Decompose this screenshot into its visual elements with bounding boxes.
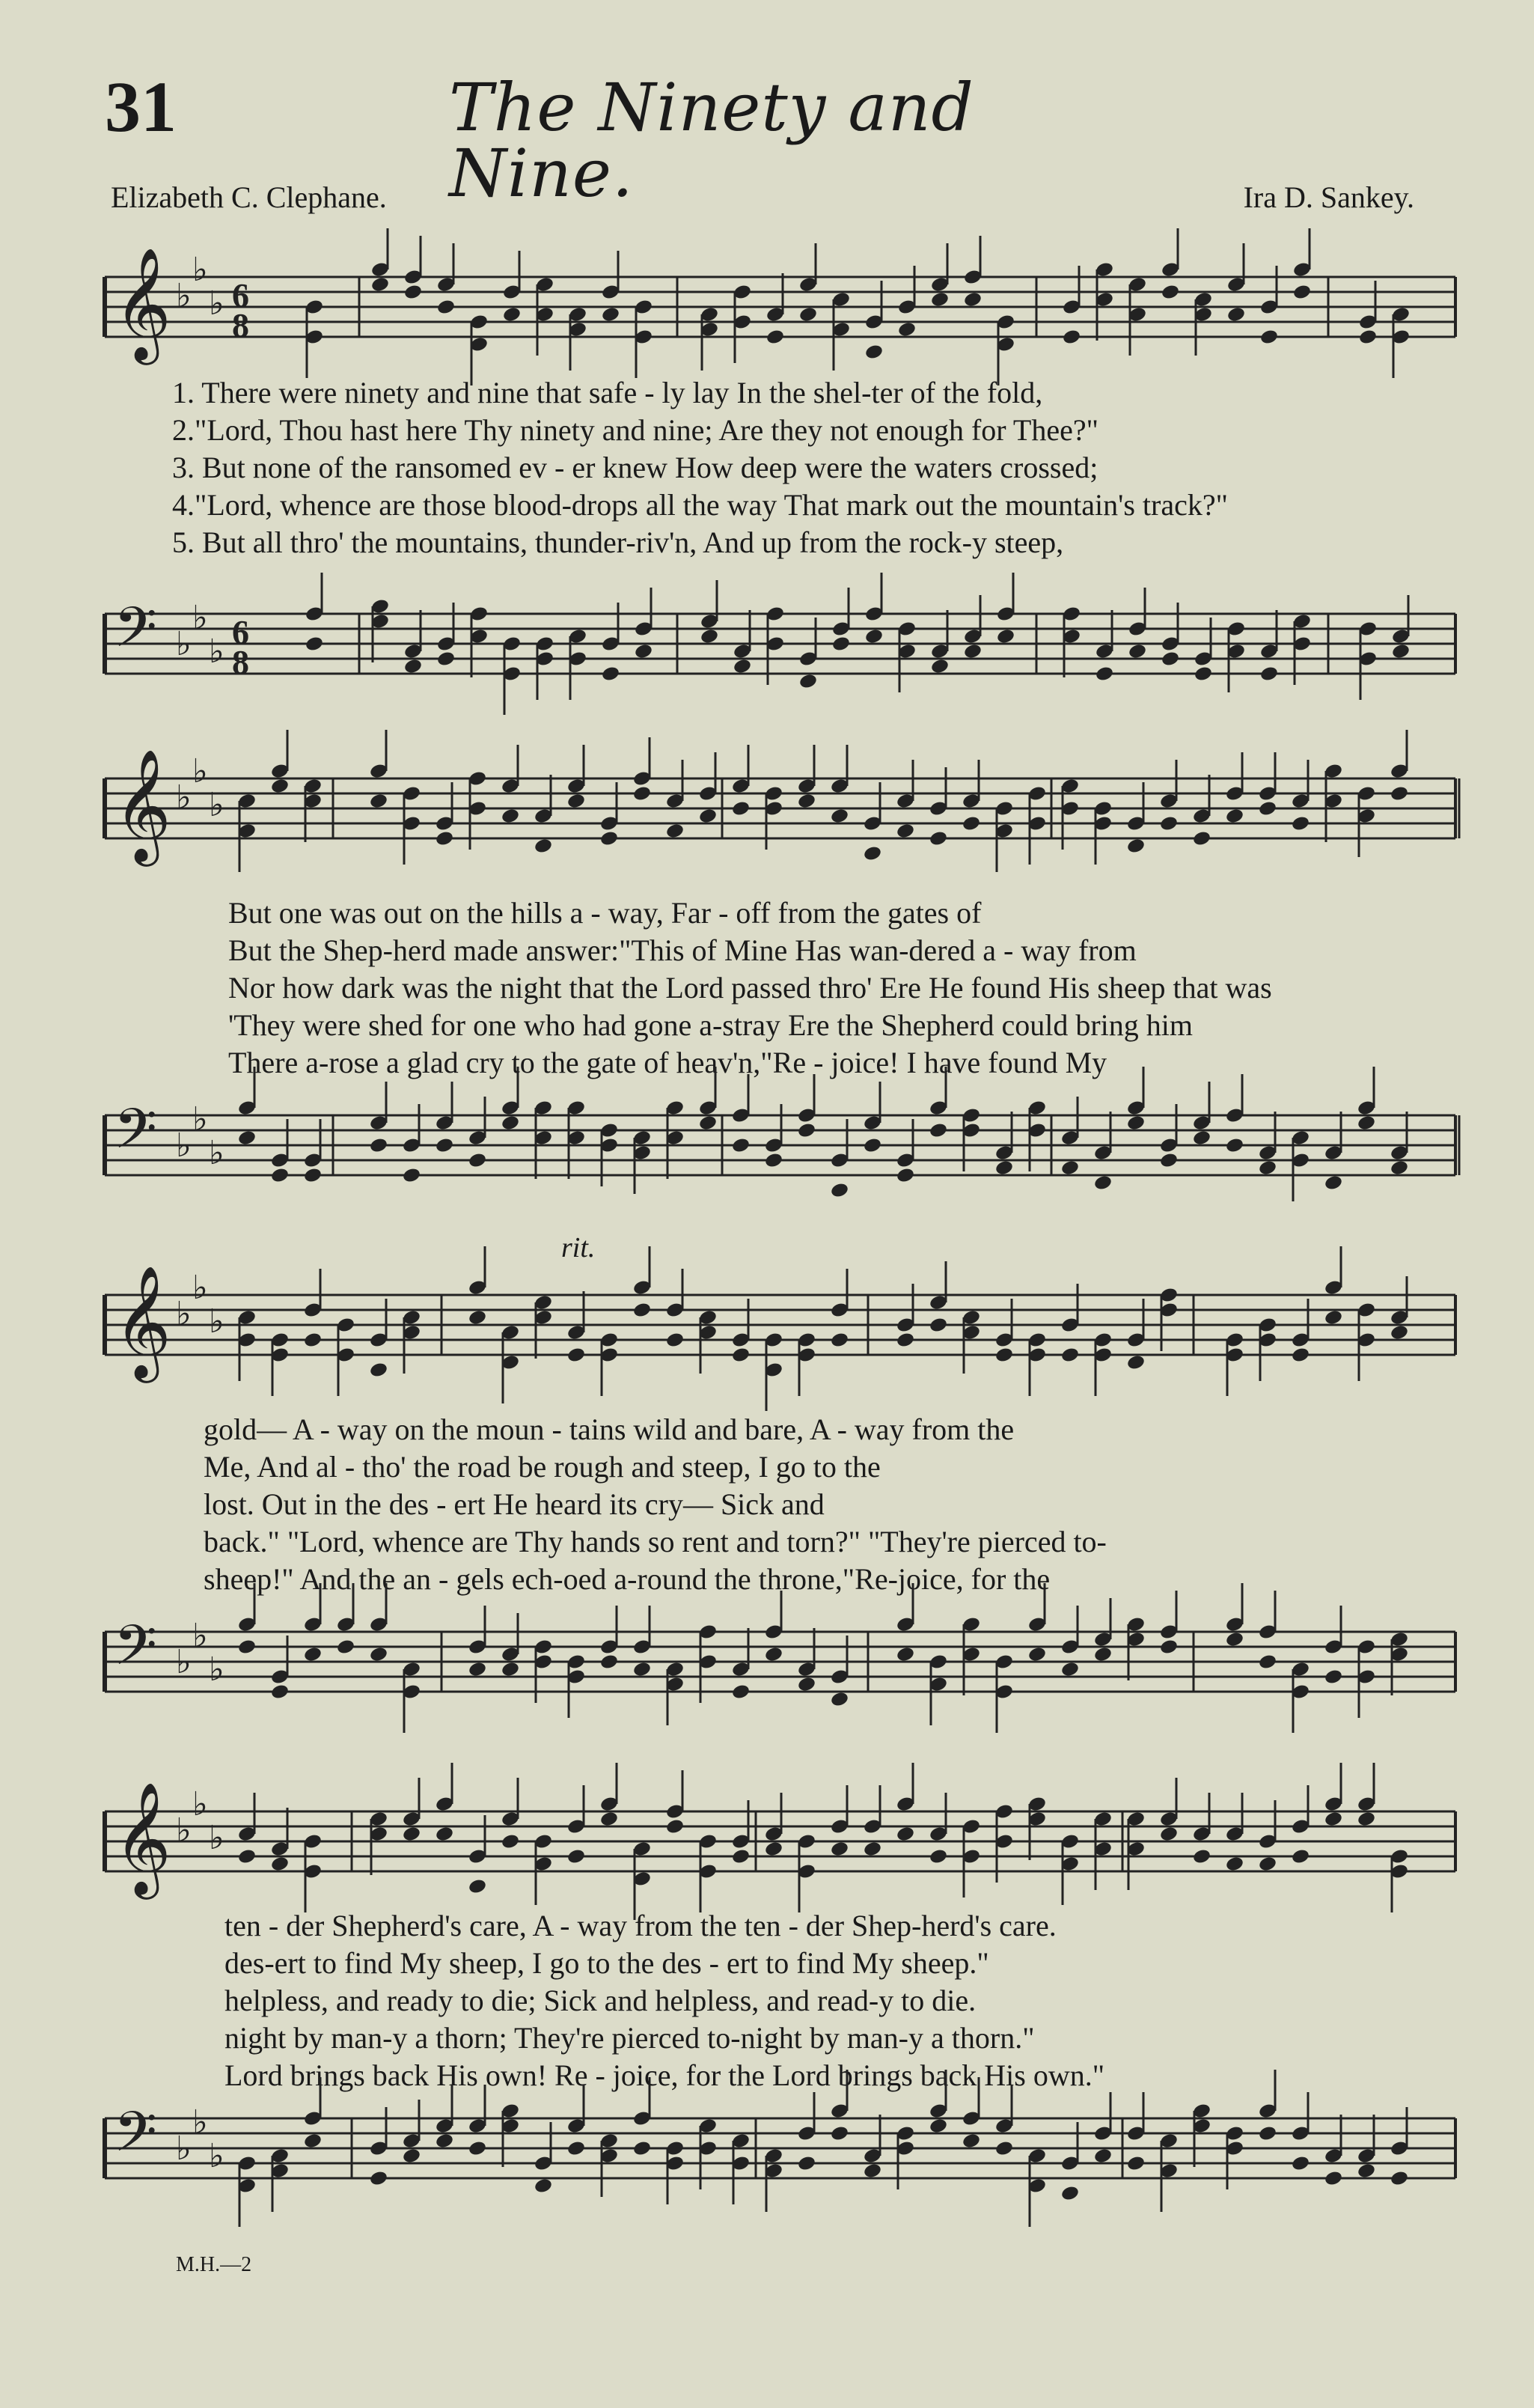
note-head xyxy=(1062,329,1081,346)
note-head xyxy=(830,808,849,825)
note-head xyxy=(864,628,884,645)
note-head xyxy=(830,2125,849,2142)
note-head xyxy=(994,2140,1014,2157)
flat-icon: ♭ xyxy=(192,2103,208,2142)
flat-icon: ♭ xyxy=(176,1643,192,1681)
lyric-line: Me, And al - tho' the road be rough and steep, I go to the xyxy=(204,1450,881,1484)
lyric-line: But one was out on the hills a - way, Far - off from the gates of xyxy=(228,896,982,930)
note-head xyxy=(632,1661,652,1678)
note-head xyxy=(994,1159,1014,1177)
hymn-title: The Ninety and Nine. xyxy=(449,69,974,212)
note-head xyxy=(1161,650,1180,668)
note-head xyxy=(632,1302,652,1319)
note-head xyxy=(501,1661,520,1678)
note-head xyxy=(1225,1856,1244,1873)
flat-icon: ♭ xyxy=(209,633,224,671)
note-head xyxy=(733,658,752,675)
flat-icon: ♭ xyxy=(209,284,224,323)
flat-icon: ♭ xyxy=(176,1295,192,1333)
note-head xyxy=(665,1818,685,1835)
note-head xyxy=(1095,665,1114,683)
note-head xyxy=(1126,838,1146,855)
treble-staff-2 xyxy=(0,748,1534,876)
note-head xyxy=(1258,1856,1277,1873)
note-head xyxy=(468,1661,487,1678)
lyric-line: 'They were shed for one who had gone a-stray Ere the Shepherd could bring him xyxy=(228,1008,1194,1042)
note-head xyxy=(599,830,619,847)
lyric-line: 3. But none of the ransomed ev - er knew How deep were the waters crossed; xyxy=(172,451,1098,484)
note-head xyxy=(1258,800,1277,817)
note-head xyxy=(930,658,950,675)
bass-staff-2 xyxy=(0,1093,1534,1228)
note-head xyxy=(963,643,983,660)
note-head xyxy=(1225,1631,1244,1648)
note-head xyxy=(1390,2170,1409,2187)
note-head xyxy=(402,2148,421,2165)
note-head xyxy=(501,808,520,825)
note-head xyxy=(1225,1137,1244,1154)
lyrics-system-2 xyxy=(228,894,1534,1082)
note-head xyxy=(929,1848,948,1865)
lyric-line: 2."Lord, Thou hast here Thy ninety and nine; Are they not enough for Thee?" xyxy=(172,413,1098,447)
note-head xyxy=(436,650,456,668)
note-head xyxy=(1194,665,1213,683)
note-head xyxy=(237,1848,257,1865)
note-head xyxy=(830,1182,849,1199)
note-head xyxy=(370,276,390,293)
note-head xyxy=(864,344,884,361)
note-head xyxy=(1324,2170,1343,2187)
note-head xyxy=(303,1167,323,1184)
note-head xyxy=(1259,329,1279,346)
note-head xyxy=(369,1137,388,1154)
note-head xyxy=(766,329,785,346)
note-head xyxy=(1258,1159,1277,1177)
note-head xyxy=(863,1137,882,1154)
note-head xyxy=(501,1833,520,1850)
note-head xyxy=(798,306,818,323)
author-credit: Elizabeth C. Clephane. xyxy=(111,180,387,214)
note-head xyxy=(599,1811,619,1828)
note-head xyxy=(994,1347,1014,1364)
note-head xyxy=(1258,2125,1277,2142)
note-head xyxy=(700,628,719,645)
note-head xyxy=(1060,1159,1080,1177)
note-head xyxy=(634,643,653,660)
note-head xyxy=(863,2162,882,2180)
note-head xyxy=(468,1309,487,1326)
flat-icon: ♭ xyxy=(209,786,224,824)
flat-icon: ♭ xyxy=(209,1819,224,1857)
note-head xyxy=(502,306,522,323)
note-head xyxy=(403,658,423,675)
treble-staff-3 xyxy=(0,1264,1534,1392)
lyric-line: There a-rose a glad cry to the gate of heav'n,"Re - joice! I have found My xyxy=(228,1046,1107,1079)
note-head xyxy=(1060,1661,1080,1678)
note-head xyxy=(1390,1324,1409,1341)
note-head xyxy=(1259,665,1279,683)
note-head xyxy=(1390,785,1409,802)
note-head xyxy=(996,628,1015,645)
note-head xyxy=(896,1826,915,1843)
note-head xyxy=(501,1115,520,1132)
lyric-line: lost. Out in the des - ert He heard its cry— Sick and xyxy=(204,1487,825,1521)
flat-icon: ♭ xyxy=(192,1269,208,1307)
note-head xyxy=(1357,1811,1376,1828)
flat-icon: ♭ xyxy=(192,752,208,790)
note-head xyxy=(698,808,718,825)
note-head xyxy=(863,1841,882,1858)
note-head xyxy=(534,2177,553,2195)
flat-icon: ♭ xyxy=(176,1127,192,1165)
note-head xyxy=(270,1683,290,1701)
note-head xyxy=(1192,1848,1211,1865)
flat-icon: ♭ xyxy=(192,251,208,289)
note-head xyxy=(930,291,950,308)
note-head xyxy=(1161,284,1180,301)
note-head xyxy=(468,1152,487,1169)
note-head xyxy=(929,1122,948,1139)
lyric-line: helpless, and ready to die; Sick and helpless, and read-y to die. xyxy=(224,1984,977,2017)
note-head xyxy=(1225,808,1244,825)
lyrics-system-1 xyxy=(172,374,1504,561)
note-head xyxy=(566,793,586,810)
flat-icon: ♭ xyxy=(176,2130,192,2168)
lyric-line: 1. There were ninety and nine that safe - ly lay In the shel-ter of the fold, xyxy=(172,376,1043,409)
note-head xyxy=(963,291,983,308)
note-head xyxy=(336,1639,355,1656)
lyric-line: Nor how dark was the night that the Lord passed thro' Ere He found His sheep that was xyxy=(228,971,1272,1005)
note-head xyxy=(698,1115,718,1132)
flat-icon: ♭ xyxy=(192,1100,208,1139)
note-head xyxy=(764,1646,783,1663)
lyric-line: des-ert to find My sheep, I go to the des - ert to find My sheep." xyxy=(224,1946,989,1980)
note-head xyxy=(369,1362,388,1379)
note-head xyxy=(534,838,553,855)
note-head xyxy=(601,306,620,323)
lyric-line: But the Shep-herd made answer:"This of Mine Has wan-dered a - way from xyxy=(228,933,1137,967)
note-head xyxy=(798,673,818,690)
lyric-line: night by man-y a thorn; They're pierced to-night by man-y a thorn." xyxy=(224,2021,1035,2055)
note-head xyxy=(436,299,456,316)
note-head xyxy=(797,1122,816,1139)
lyric-line: gold— A - way on the moun - tains wild and bare, A - way from the xyxy=(204,1412,1015,1446)
note-head xyxy=(731,1137,751,1154)
note-head xyxy=(731,800,751,817)
note-head xyxy=(1390,1159,1409,1177)
note-head xyxy=(830,1332,849,1349)
note-head xyxy=(305,635,324,653)
note-head xyxy=(1159,1152,1179,1169)
note-head xyxy=(270,778,290,795)
note-head xyxy=(929,2118,948,2135)
note-head xyxy=(1093,1646,1113,1663)
note-head xyxy=(1324,1174,1343,1192)
bass-staff-4 xyxy=(0,2096,1534,2231)
note-head xyxy=(1291,815,1310,832)
note-head xyxy=(601,665,620,683)
note-head xyxy=(797,2155,816,2172)
time-signature-bottom: 8 xyxy=(232,643,249,681)
bass-staff-1 xyxy=(0,591,1534,726)
note-head xyxy=(731,1347,751,1364)
note-head xyxy=(303,2133,323,2150)
note-head xyxy=(1159,815,1179,832)
lyric-line: sheep!" And the an - gels ech-oed a-round the throne,"Re-joice, for the xyxy=(204,1562,1051,1596)
note-head xyxy=(1126,2155,1146,2172)
note-head xyxy=(237,1639,257,1656)
note-head xyxy=(403,284,423,301)
flat-icon: ♭ xyxy=(209,2137,224,2175)
note-head xyxy=(632,2140,652,2157)
note-head xyxy=(435,2133,454,2150)
treble-staff-1 xyxy=(0,246,1534,374)
treble-clef-icon: 𝄞 xyxy=(114,748,171,862)
note-head xyxy=(1391,643,1411,660)
lyric-line: 5. But all thro' the mountains, thunder-riv'n, And up from the rock-y steep, xyxy=(172,525,1064,559)
note-head xyxy=(1192,1130,1211,1147)
flat-icon: ♭ xyxy=(192,599,208,637)
note-head xyxy=(1159,1826,1179,1843)
flat-icon: ♭ xyxy=(209,1134,224,1172)
flat-icon: ♭ xyxy=(209,1302,224,1341)
note-head xyxy=(468,1878,487,1895)
ritardando-mark: rit. xyxy=(561,1232,596,1264)
note-head xyxy=(566,1848,586,1865)
treble-clef-icon: 𝄞 xyxy=(114,246,171,360)
note-head xyxy=(1357,2162,1376,2180)
note-head xyxy=(896,1167,915,1184)
treble-staff-4 xyxy=(0,1781,1534,1909)
lyrics-system-4 xyxy=(224,1907,1534,2094)
note-head xyxy=(896,823,915,840)
note-head xyxy=(1292,284,1312,301)
note-head xyxy=(962,2133,981,2150)
note-head xyxy=(1291,1347,1310,1364)
note-head xyxy=(1027,1646,1047,1663)
note-head xyxy=(435,830,454,847)
note-head xyxy=(1128,643,1147,660)
lyric-line: back." "Lord, whence are Thy hands so rent and torn?" "They're pierced to- xyxy=(204,1525,1107,1558)
time-signature-top: 6 xyxy=(232,276,249,314)
note-head xyxy=(665,823,685,840)
bass-clef-icon: 𝄢 xyxy=(114,1097,157,1175)
note-head xyxy=(665,1332,685,1349)
flat-icon: ♭ xyxy=(192,1617,208,1655)
note-head xyxy=(962,815,981,832)
bass-clef-icon: 𝄢 xyxy=(114,595,157,674)
lyrics-system-3 xyxy=(204,1411,1534,1598)
flat-icon: ♭ xyxy=(192,1785,208,1823)
note-head xyxy=(731,1683,751,1701)
note-head xyxy=(896,1646,915,1663)
note-head xyxy=(1126,1115,1146,1132)
note-head xyxy=(896,1332,915,1349)
note-head xyxy=(369,793,388,810)
lyric-line: 4."Lord, whence are those blood-drops all the way That mark out the mountain's track?" xyxy=(172,488,1228,522)
note-head xyxy=(369,2170,388,2187)
flat-icon: ♭ xyxy=(176,778,192,817)
note-head xyxy=(1291,2155,1310,2172)
lyric-line: Lord brings back His own! Re - joice, for the Lord brings back His own." xyxy=(224,2058,1105,2092)
note-head xyxy=(797,1676,816,1693)
note-head xyxy=(1192,830,1211,847)
treble-clef-icon: 𝄞 xyxy=(114,1781,171,1895)
note-head xyxy=(1226,306,1246,323)
note-head xyxy=(402,1167,421,1184)
note-head xyxy=(1324,1811,1343,1828)
note-head xyxy=(435,1826,454,1843)
note-head xyxy=(1324,1668,1343,1686)
note-head xyxy=(764,1841,783,1858)
note-head xyxy=(797,793,816,810)
page-footer: M.H.—2 xyxy=(176,2253,252,2276)
note-head xyxy=(1357,1115,1376,1132)
note-head xyxy=(1126,1354,1146,1371)
note-head xyxy=(270,1856,290,1873)
note-head xyxy=(929,830,948,847)
note-head xyxy=(468,2140,487,2157)
note-head xyxy=(1291,1848,1310,1865)
composer-credit: Ira D. Sankey. xyxy=(1243,180,1414,214)
flat-icon: ♭ xyxy=(209,1650,224,1689)
note-head xyxy=(270,1167,290,1184)
note-head xyxy=(831,635,851,653)
note-head xyxy=(929,1317,948,1334)
note-head xyxy=(303,1646,323,1663)
note-head xyxy=(764,1152,783,1169)
time-signature-bottom: 8 xyxy=(232,306,249,344)
bass-clef-icon: 𝄢 xyxy=(114,1613,157,1692)
treble-clef-icon: 𝄞 xyxy=(114,1264,171,1378)
flat-icon: ♭ xyxy=(176,277,192,315)
note-head xyxy=(1358,329,1378,346)
lyric-line: ten - der Shepherd's care, A - way from the ten - der Shep-herd's care. xyxy=(224,1909,1057,1942)
note-head xyxy=(402,1826,421,1843)
note-head xyxy=(731,1848,751,1865)
flat-icon: ♭ xyxy=(176,625,192,663)
time-signature-top: 6 xyxy=(232,613,249,651)
note-head xyxy=(1060,1347,1080,1364)
note-head xyxy=(237,1130,257,1147)
bass-staff-3 xyxy=(0,1609,1534,1744)
note-head xyxy=(566,1347,586,1364)
note-head xyxy=(599,1653,619,1671)
flat-icon: ♭ xyxy=(176,1811,192,1850)
bass-clef-icon: 𝄢 xyxy=(114,2100,157,2178)
note-head xyxy=(632,785,652,802)
note-head xyxy=(830,1841,849,1858)
note-head xyxy=(1258,1653,1277,1671)
note-head xyxy=(435,1137,454,1154)
note-head xyxy=(303,1332,323,1349)
note-head xyxy=(1093,1174,1113,1192)
note-head xyxy=(1093,2148,1113,2165)
note-head xyxy=(1060,2185,1080,2202)
note-head xyxy=(369,1646,388,1663)
note-head xyxy=(1324,1309,1343,1326)
note-head xyxy=(863,845,882,862)
note-head xyxy=(897,321,917,338)
hymn-number: 31 xyxy=(105,67,177,147)
note-head xyxy=(566,2140,586,2157)
note-head xyxy=(1159,1639,1179,1656)
note-head xyxy=(830,1691,849,1708)
